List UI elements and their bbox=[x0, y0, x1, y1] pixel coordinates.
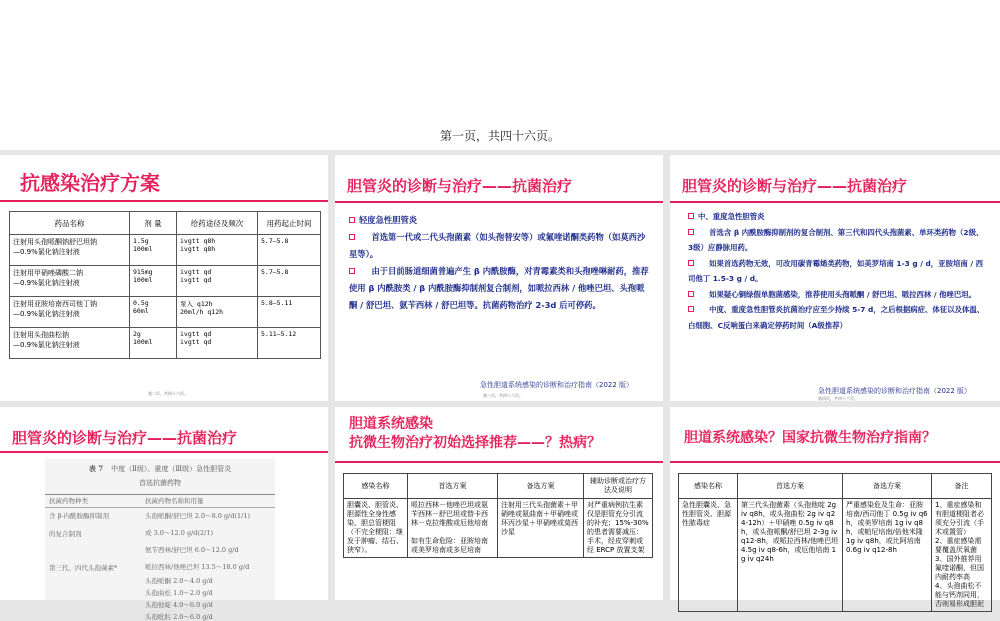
square-bullet-icon bbox=[688, 213, 694, 219]
slide-title bbox=[349, 415, 601, 453]
bullet-list bbox=[688, 209, 988, 333]
slide-sanford-recommendation[interactable] bbox=[335, 407, 663, 600]
square-bullet-icon bbox=[349, 217, 355, 223]
recommendation-table bbox=[343, 473, 653, 558]
bullet-item bbox=[349, 229, 649, 263]
table-row bbox=[679, 499, 992, 612]
table-row bbox=[10, 328, 321, 359]
square-bullet-icon bbox=[688, 291, 694, 297]
dose-cell: 2g 100ml bbox=[130, 328, 177, 359]
square-bullet-icon bbox=[688, 260, 694, 266]
slide-moderate-severe-cholangitis[interactable] bbox=[670, 155, 1000, 401]
table-subcaption: 首选抗菌药物 bbox=[139, 479, 181, 487]
slide-national-guideline[interactable] bbox=[670, 407, 1000, 608]
route-cell: ivgtt qd ivgtt qd bbox=[177, 266, 258, 297]
slide-footnote: 第四页，共四十六页。 bbox=[818, 396, 858, 401]
dose-cell: 1.5g 100ml bbox=[130, 235, 177, 266]
slide-mild-cholangitis[interactable] bbox=[335, 155, 663, 401]
bullet-item bbox=[349, 263, 649, 314]
bullet-item bbox=[688, 209, 988, 225]
drug-name-cell: 注射用头孢曲松钠 —0.9%氯化钠注射液 bbox=[10, 328, 130, 359]
slide-title: 胆管炎的诊断与治疗——抗菌治疗 bbox=[682, 177, 908, 195]
page-label: 第一页，共四十六页。 bbox=[439, 129, 560, 143]
header-infection: 感染名称 bbox=[344, 474, 408, 499]
bullet-text: 中度、重度急性胆管炎抗菌治疗应至少持续 5-7 d，之后根据病症、体征以及体温、白细胞、C反响蛋白来确定停药时间（A级推荐） bbox=[688, 305, 985, 330]
header-drug-class: 抗菌药物种类 bbox=[49, 497, 88, 505]
period-cell: 5.11—5.12 bbox=[258, 328, 321, 359]
table-header-row bbox=[344, 474, 653, 499]
header-route: 给药途径及频次 bbox=[177, 212, 258, 235]
table-caption bbox=[45, 464, 275, 474]
bullet-item bbox=[688, 225, 988, 256]
route-cell: 泵入 q12h 20ml/h q12h bbox=[177, 297, 258, 328]
header-first-choice: 首选方案 bbox=[738, 474, 843, 499]
drug-dose-line: 或 3.0～12.0 g/d(2/1) bbox=[145, 529, 213, 537]
slide-title: 抗感染治疗方案 bbox=[20, 171, 160, 195]
header-drug-name: 药品名称 bbox=[10, 212, 130, 235]
header-dose: 剂 量 bbox=[130, 212, 177, 235]
drug-dose-line: 头孢哌酮 2.0～4.0 g/d bbox=[145, 577, 213, 585]
header-notes: 辅助诊断或治疗方法及说明 bbox=[584, 474, 653, 499]
drug-dose-line: 头孢吡肟 2.0～6.0 g/d bbox=[145, 613, 213, 621]
slide-footer-source: 急性胆道系统感染的诊断和治疗指南（2022 版） bbox=[818, 387, 972, 395]
bullet-item bbox=[349, 212, 649, 229]
drug-class-label: 第三代、四代头孢菌素* bbox=[49, 564, 118, 572]
header-alternative: 备选方案 bbox=[843, 474, 932, 499]
header-alternative: 备选方案 bbox=[498, 474, 584, 499]
bullet-text: 首选第一代或二代头孢菌素（如头孢替安等）或氟喹诺酮类药物（如莫西沙星等）。 bbox=[349, 232, 646, 259]
dose-cell: 915mg 100ml bbox=[130, 266, 177, 297]
drug-regimen-table bbox=[9, 211, 321, 359]
period-cell: 5.7—5.8 bbox=[258, 266, 321, 297]
bullet-text: 如果首选药物无效，可改用碳青霉烯类药物，如美罗培南 1-3 g / d，亚胺培南 / 西司他丁 1.5-3 g / d。 bbox=[688, 258, 983, 283]
header-first-choice: 首选方案 bbox=[408, 474, 498, 499]
square-bullet-icon bbox=[688, 306, 694, 312]
bullet-text: 如果疑心铜绿假单胞菌感染，推荐使用头孢哌酮 / 舒巴坦、哌拉西林 / 他唑巴坦。 bbox=[709, 289, 977, 299]
first-choice-cell: 第三代头孢菌素（头孢他啶 2g iv q8h，或头孢曲松 2g iv q24-12h）＋甲硝唑 0.5g iv q8h，或头孢哌酮/舒巴坦 2-3g iv q12-8h，或哌拉西林/他唑巴坦 4.5g iv q8-6h，或厄他培南 1g iv q24h bbox=[738, 499, 843, 612]
infection-cell: 胆囊炎、胆管炎、胆源性全身性感染、胆总管梗阻（不完全梗阻：继发于肿瘤、结石、狭窄）。 bbox=[344, 499, 408, 558]
notes-cell: 1、重症感染和有胆道梗阻者必须充分引流（手术或置管） 2、重症感染需要覆盖厌氧菌 3、国外推荐用氟喹诺酮，但国内耐药率高 4、头孢曲松不能与钙剂同用，否则易形成胆泥 bbox=[932, 499, 992, 612]
square-bullet-icon bbox=[688, 229, 694, 235]
drug-name-cell: 注射用头孢哌酮钠舒巴坦钠 —0.9%氯化钠注射液 bbox=[10, 235, 130, 266]
drug-dose-line: 头孢曲松 1.0～2.0 g/d bbox=[145, 589, 213, 597]
drug-name-cell: 注射用甲硝唑磷酸二钠 —0.9%氯化钠注射液 bbox=[10, 266, 130, 297]
bullet-text: 轻度急性胆管炎 bbox=[359, 215, 418, 225]
bullet-text: 中、重度急性胆管炎 bbox=[698, 212, 765, 221]
drug-class-label: 含 β-内酰胺酶抑制剂 bbox=[49, 512, 110, 520]
slide-title: 胆管炎的诊断与治疗——抗菌治疗 bbox=[12, 429, 238, 447]
table-row bbox=[344, 499, 653, 558]
alternative-cell: 严重感染危及生命：亚胺培南/西司他丁 0.5g iv q6h，或美罗培南 1g iv q8h，或帕尼培南/倍他米隆 1g iv q8h，或比阿培南 0.6g iv q12-8h bbox=[843, 499, 932, 612]
table-row bbox=[10, 266, 321, 297]
title-rule bbox=[335, 201, 663, 203]
title-rule bbox=[335, 461, 663, 463]
slide-title-line2: 抗微生物治疗初始选择推荐——？热病？ bbox=[349, 435, 601, 451]
recommendation-table bbox=[678, 473, 992, 612]
square-bullet-icon bbox=[349, 268, 355, 274]
bullet-text: 由于目前肠道细菌普遍产生 β 内酰胺酶，对青霉素类和头孢唑啉耐药，推荐使用 β 内酰胺类 / β 内酰胺酶抑制剂复合制剂，如哌拉西林 / 他唑巴坦、头孢哌酮 / 舒巴坦、氨苄西林 / 舒巴坦等。抗菌药物治疗 2-3d 后可停药。 bbox=[349, 266, 649, 310]
table-number: 表 7 bbox=[88, 464, 104, 473]
bullet-text: 首选含 β 内酰胺酶抑制剂的复合制剂、第三代和四代头孢菌素、单环类药物（2级、3级）应静脉用药。 bbox=[688, 227, 984, 252]
scanned-guideline-table bbox=[45, 459, 275, 621]
first-choice-cell: 哌拉西林－他唑巴坦或氨苄西林－舒巴坦或替卡西林－克拉维酸或厄他培南 如有生命危险：亚胺培南或美罗培南或多尼培南 bbox=[408, 499, 498, 558]
drug-dose-line: 头孢他啶 4.0～6.0 g/d bbox=[145, 601, 213, 609]
table-caption-text: 中度（Ⅱ级）、重度（Ⅲ级）急性胆管炎 bbox=[111, 465, 232, 473]
drug-dose-line: 头孢哌酮/舒巴坦 2.0～8.0 g/d(1/1) bbox=[145, 512, 251, 520]
infection-cell: 急性胆囊炎、急性胆管炎、胆源性脓毒症 bbox=[679, 499, 738, 612]
slide-title-line1: 胆道系统感染 bbox=[349, 416, 433, 432]
drug-dose-line: 哌拉西林/他唑巴坦 13.5～18.0 g/d bbox=[145, 563, 250, 571]
title-rule bbox=[0, 451, 328, 453]
bullet-item bbox=[688, 287, 988, 303]
alternative-cell: 注射用三代头孢菌素＋甲硝唑或氨曲南＋甲硝唑或环丙沙星＋甲硝唑或莫西沙星 bbox=[498, 499, 584, 558]
title-rule bbox=[670, 461, 1000, 463]
slide-footnote: 第三页，共四十六页。 bbox=[483, 393, 523, 398]
table-header-row bbox=[10, 212, 321, 235]
slide-antiinfection-plan[interactable] bbox=[0, 155, 328, 401]
title-rule bbox=[670, 201, 1000, 203]
header-period: 用药起止时间 bbox=[258, 212, 321, 235]
header-drug-dose: 抗菌药物名称和用量 bbox=[145, 497, 204, 505]
table-header-row bbox=[679, 474, 992, 499]
slide-title: 胆管炎的诊断与治疗——抗菌治疗 bbox=[347, 177, 573, 195]
period-cell: 5.7—5.8 bbox=[258, 235, 321, 266]
table-row bbox=[10, 297, 321, 328]
drug-dose-line: 氨苄西林/舒巴坦 6.0～12.0 g/d bbox=[145, 546, 239, 554]
drug-class-label-cont: 的复合制剂 bbox=[49, 530, 82, 538]
table-row bbox=[10, 235, 321, 266]
slide-title: 胆道系统感染？国家抗微生物治疗指南？ bbox=[684, 430, 936, 446]
period-cell: 5.8—5.11 bbox=[258, 297, 321, 328]
slide-footer-source: 急性胆道系统感染的诊断和治疗指南（2022 版） bbox=[480, 381, 634, 389]
table-header-row bbox=[45, 494, 275, 508]
header-notes: 备注 bbox=[932, 474, 992, 499]
route-cell: ivgtt q8h ivgtt q8h bbox=[177, 235, 258, 266]
title-rule bbox=[0, 200, 328, 202]
dose-cell: 0.5g 60ml bbox=[130, 297, 177, 328]
notes-cell: 对严重病例抗生素仅是胆管充分引流的补充；15%-30%的患者需要减压：手术，经皮穿刺或经 ERCP 放置支架 bbox=[584, 499, 653, 558]
square-bullet-icon bbox=[349, 234, 355, 240]
bullet-item bbox=[688, 302, 988, 333]
drug-name-cell: 注射用亚胺培南西司他丁钠 —0.9%氯化钠注射液 bbox=[10, 297, 130, 328]
route-cell: ivgtt qd ivgtt qd bbox=[177, 328, 258, 359]
bullet-item bbox=[688, 256, 988, 287]
bullet-list bbox=[349, 212, 649, 314]
header-infection: 感染名称 bbox=[679, 474, 738, 499]
slide-footnote: 第二页，共四十六页。 bbox=[148, 391, 188, 396]
slide-first-choice-antibiotics-table[interactable] bbox=[0, 407, 328, 621]
